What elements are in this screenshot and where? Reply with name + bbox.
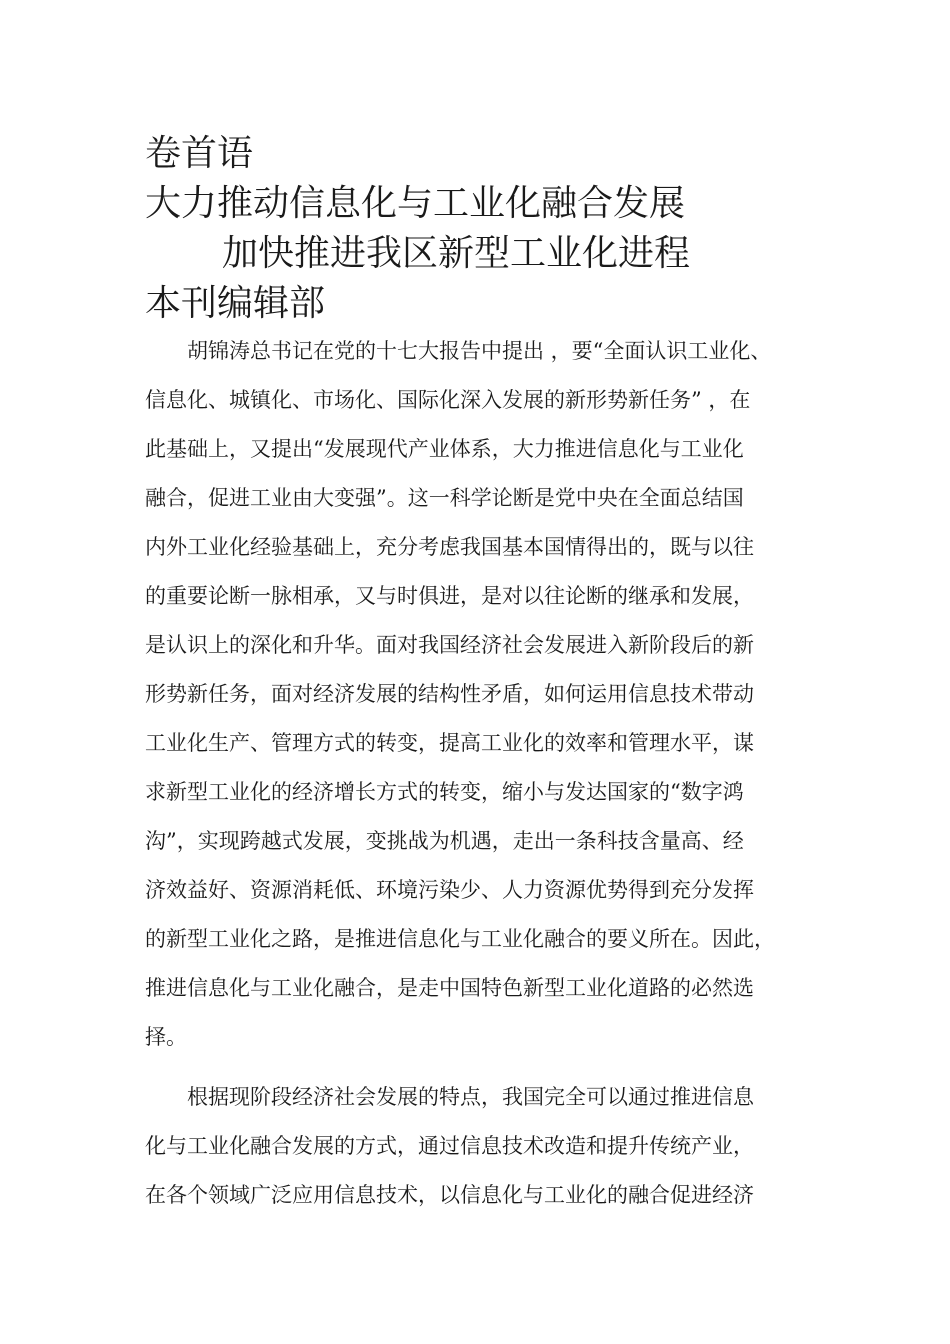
text-line: 济效益好、资源消耗低、环境污染少、人力资源优势得到充分发挥	[145, 878, 754, 902]
article-title-line-2: 加快推进我区新型工业化进程	[222, 233, 691, 274]
text-line: 的新型工业化之路，是推进信息化与工业化融合的要义所在。因此，	[145, 927, 775, 951]
text-line: 求新型工业化的经济增长方式的转变，缩小与发达国家的“数字鸿	[145, 780, 744, 804]
text-line: 胡锦涛总书记在党的十七大报告中提出 ，要“全面认识工业化、	[145, 339, 772, 363]
text-line: 融合，促进工业由大变强”。这一科学论断是党中央在全面总结国	[145, 486, 744, 510]
text-line: 形势新任务，面对经济发展的结构性矛盾，如何运用信息技术带动	[145, 682, 754, 706]
paragraph-2	[145, 1073, 835, 1220]
text-line: 根据现阶段经济社会发展的特点，我国完全可以通过推进信息	[145, 1085, 754, 1109]
text-line: 信息化、城镇化、市场化、国际化深入发展的新形势新任务” ，在	[145, 388, 751, 412]
text-line: 沟”，实现跨越式发展，变挑战为机遇，走出一条科技含量高、经	[145, 829, 744, 853]
text-line: 内外工业化经验基础上，充分考虑我国基本国情得出的，既与以往	[145, 535, 754, 559]
text-line: 推进信息化与工业化融合，是走中国特色新型工业化道路的必然选	[145, 976, 754, 1000]
article-author: 本刊编辑部	[145, 283, 326, 324]
text-line: 的重要论断一脉相承，又与时俱进，是对以往论断的继承和发展，	[145, 584, 754, 608]
article-title-line-1: 大力推动信息化与工业化融合发展	[145, 183, 686, 224]
text-line: 化与工业化融合发展的方式，通过信息技术改造和提升传统产业，	[145, 1134, 754, 1158]
column-heading: 卷首语	[145, 133, 254, 174]
text-line: 是认识上的深化和升华。面对我国经济社会发展进入新阶段后的新	[145, 633, 754, 657]
paragraph-1	[145, 327, 835, 1062]
text-line: 在各个领域广泛应用信息技术，以信息化与工业化的融合促进经济	[145, 1183, 754, 1207]
text-line: 择。	[145, 1025, 187, 1049]
text-line: 此基础上，又提出“发展现代产业体系，大力推进信息化与工业化	[145, 437, 744, 461]
text-line: 工业化生产、管理方式的转变，提高工业化的效率和管理水平，谋	[145, 731, 754, 755]
